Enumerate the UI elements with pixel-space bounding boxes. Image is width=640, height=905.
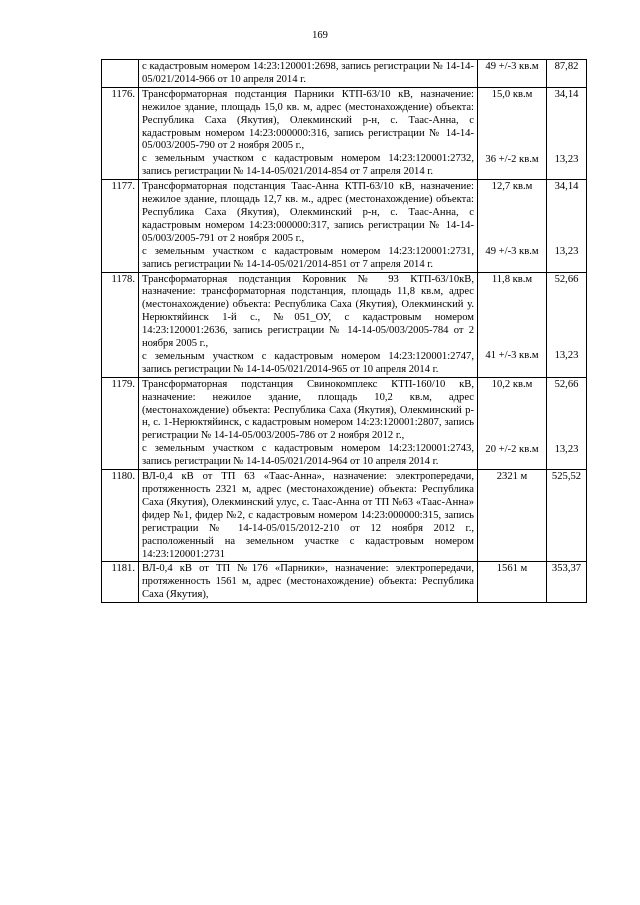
amount-value: 13,23	[554, 443, 579, 455]
area-value: 36 +/-2 кв.м	[485, 153, 539, 165]
row-number: 1176.	[102, 87, 139, 179]
amount-value: 52,66	[554, 273, 579, 285]
area-cell	[478, 60, 547, 88]
area-cell	[478, 180, 547, 272]
row-number: 1177.	[102, 180, 139, 272]
amount-value: 34,14	[554, 88, 579, 100]
area-value: 2321 м	[496, 471, 528, 483]
table-body	[102, 60, 587, 603]
amount-value: 13,23	[554, 350, 579, 362]
description-part: с кадастровым номером 14:23:120001:2698, запись регистрации № 14-14-05/021/2014-966 от 10 апреля 2014 г.	[142, 61, 474, 85]
row-number: 1181.	[102, 562, 139, 603]
property-register-table	[101, 59, 587, 603]
area-value: 41 +/-3 кв.м	[485, 350, 539, 362]
amount-value: 525,52	[551, 471, 582, 483]
value-cell	[547, 562, 587, 603]
area-cell	[478, 562, 547, 603]
row-number: 1178.	[102, 272, 139, 377]
area-cell	[478, 87, 547, 179]
table-row	[102, 272, 587, 377]
area-value: 15,0 кв.м	[491, 88, 533, 100]
area-value: 49 +/-3 кв.м	[485, 61, 539, 72]
description-part: ВЛ-0,4 кВ от ТП №176 «Парники», назначение: электропередачи, протяженность 1561 м, адрес (местонахождение) объекта: Республика Саха (Якутия),	[142, 563, 474, 601]
description-part: с земельным участком с кадастровым номером 14:23:120001:2747, запись регистрации № 14-14-05/021/2014-965 от 10 апреля 2014 г.	[142, 350, 474, 375]
object-description	[139, 562, 478, 603]
value-cell	[547, 272, 587, 377]
table-row	[102, 60, 587, 88]
area-value: 12,7 кв.м	[491, 181, 533, 193]
description-part: Трансформаторная подстанция Коровник № 93 КТП-63/10кВ, назначение: трансформаторная подстанция, площадь 11,8 кв.м, адрес (местонахождение) объекта: Республика Саха (Якутия), Олекминский у. Нерюктяйинск 1-й с., №051_ОУ, с кадастровым номером 14:23:120001:2636, запись регистрации № 14-14-05/003/2005-784 от 2 ноября 2005 г.,	[142, 273, 474, 350]
amount-value: 353,37	[551, 563, 582, 575]
object-description	[139, 377, 478, 469]
row-number	[102, 60, 139, 88]
object-description	[139, 60, 478, 88]
object-description	[139, 87, 478, 179]
amount-value: 13,23	[554, 246, 579, 258]
page-number: 169	[312, 30, 328, 41]
description-part: Трансформаторная подстанция Парники КТП-63/10 кВ, назначение: нежилое здание, площадь 15,0 кв. м, адрес (местонахождение) объекта: Республика Саха (Якутия), Олекминский р-н, с. Таас-Анна, с кадастровым номером 14:23:000000:316, запись регистрации № 14-14-05/003/2005-790 от 2 ноября 2005 г.,	[142, 88, 474, 152]
object-description	[139, 272, 478, 377]
area-value: 10,2 кв.м	[491, 378, 533, 390]
description-part: Трансформаторная подстанция Таас-Анна КТП-63/10 кВ, назначение: нежилое здание, площадь 12,7 кв. м., адрес (местонахождение) объекта: Республика Саха (Якутия), Олекминский р-н, с. Таас-Анна, с кадастровым номером 14:23:000000:317, запись регистрации № 14-14-05/003/2005-791 от 2 ноября 2005 г.,	[142, 181, 474, 244]
description-part: ВЛ-0,4 кВ от ТП 63 «Таас-Анна», назначение: электропередачи, протяженность 2321 м, адрес (местонахождение) объекта: Республика Саха (Якутия), Олекминский улус, с. Таас-Анна от ТП №63 «Таас-Анна» фидер №1, фидер №2, с кадастровым номером 14:23:000000:315, запись регистрации № 14-14-05/015/2012-210 от 12 ноября 2012 г., расположенный на земельном участке с кадастровым номером 14:23:120001:2731	[142, 471, 474, 560]
value-cell	[547, 60, 587, 88]
table-row	[102, 562, 587, 603]
description-part: Трансформаторная подстанция Свинокомплекс КТП-160/10 кВ, назначение: нежилое здание, площадь 10,2 кв.м, адрес (местонахождение) объекта: Республика Саха (Якутия), Олекминский р-н, с. 1-Нерюктяйинск, с кадастровым номером 14:23:120001:2807, запись регистрации № 14-14-05/003/2005-786 от 2 ноября 2012 г.,	[142, 378, 474, 442]
value-cell	[547, 87, 587, 179]
row-number: 1179.	[102, 377, 139, 469]
table-row	[102, 377, 587, 469]
amount-value: 87,82	[554, 61, 579, 72]
table-row	[102, 87, 587, 179]
amount-value: 52,66	[554, 378, 579, 390]
object-description	[139, 470, 478, 562]
table-row	[102, 470, 587, 562]
area-value: 20 +/-2 кв.м	[485, 443, 539, 455]
area-value: 49 +/-3 кв.м	[485, 246, 539, 258]
value-cell	[547, 377, 587, 469]
value-cell	[547, 180, 587, 272]
area-cell	[478, 272, 547, 377]
description-part: с земельным участком с кадастровым номером 14:23:120001:2743, запись регистрации № 14-14-05/021/2014-964 от 10 апреля 2014 г.	[142, 443, 474, 468]
area-value: 1561 м	[496, 563, 528, 575]
row-number: 1180.	[102, 470, 139, 562]
description-part: с земельным участком с кадастровым номером 14:23:120001:2732, запись регистрации № 14-14-05/021/2014-854 от 7 апреля 2014 г.	[142, 153, 474, 178]
amount-value: 13,23	[554, 153, 579, 165]
description-part: с земельным участком с кадастровым номером 14:23:120001:2731, запись регистрации № 14-14-05/021/2014-851 от 7 апреля 2014 г.	[142, 245, 474, 270]
area-cell	[478, 470, 547, 562]
area-cell	[478, 377, 547, 469]
value-cell	[547, 470, 587, 562]
table-row	[102, 180, 587, 272]
object-description	[139, 180, 478, 272]
amount-value: 34,14	[554, 181, 579, 193]
area-value: 11,8 кв.м	[491, 273, 533, 285]
